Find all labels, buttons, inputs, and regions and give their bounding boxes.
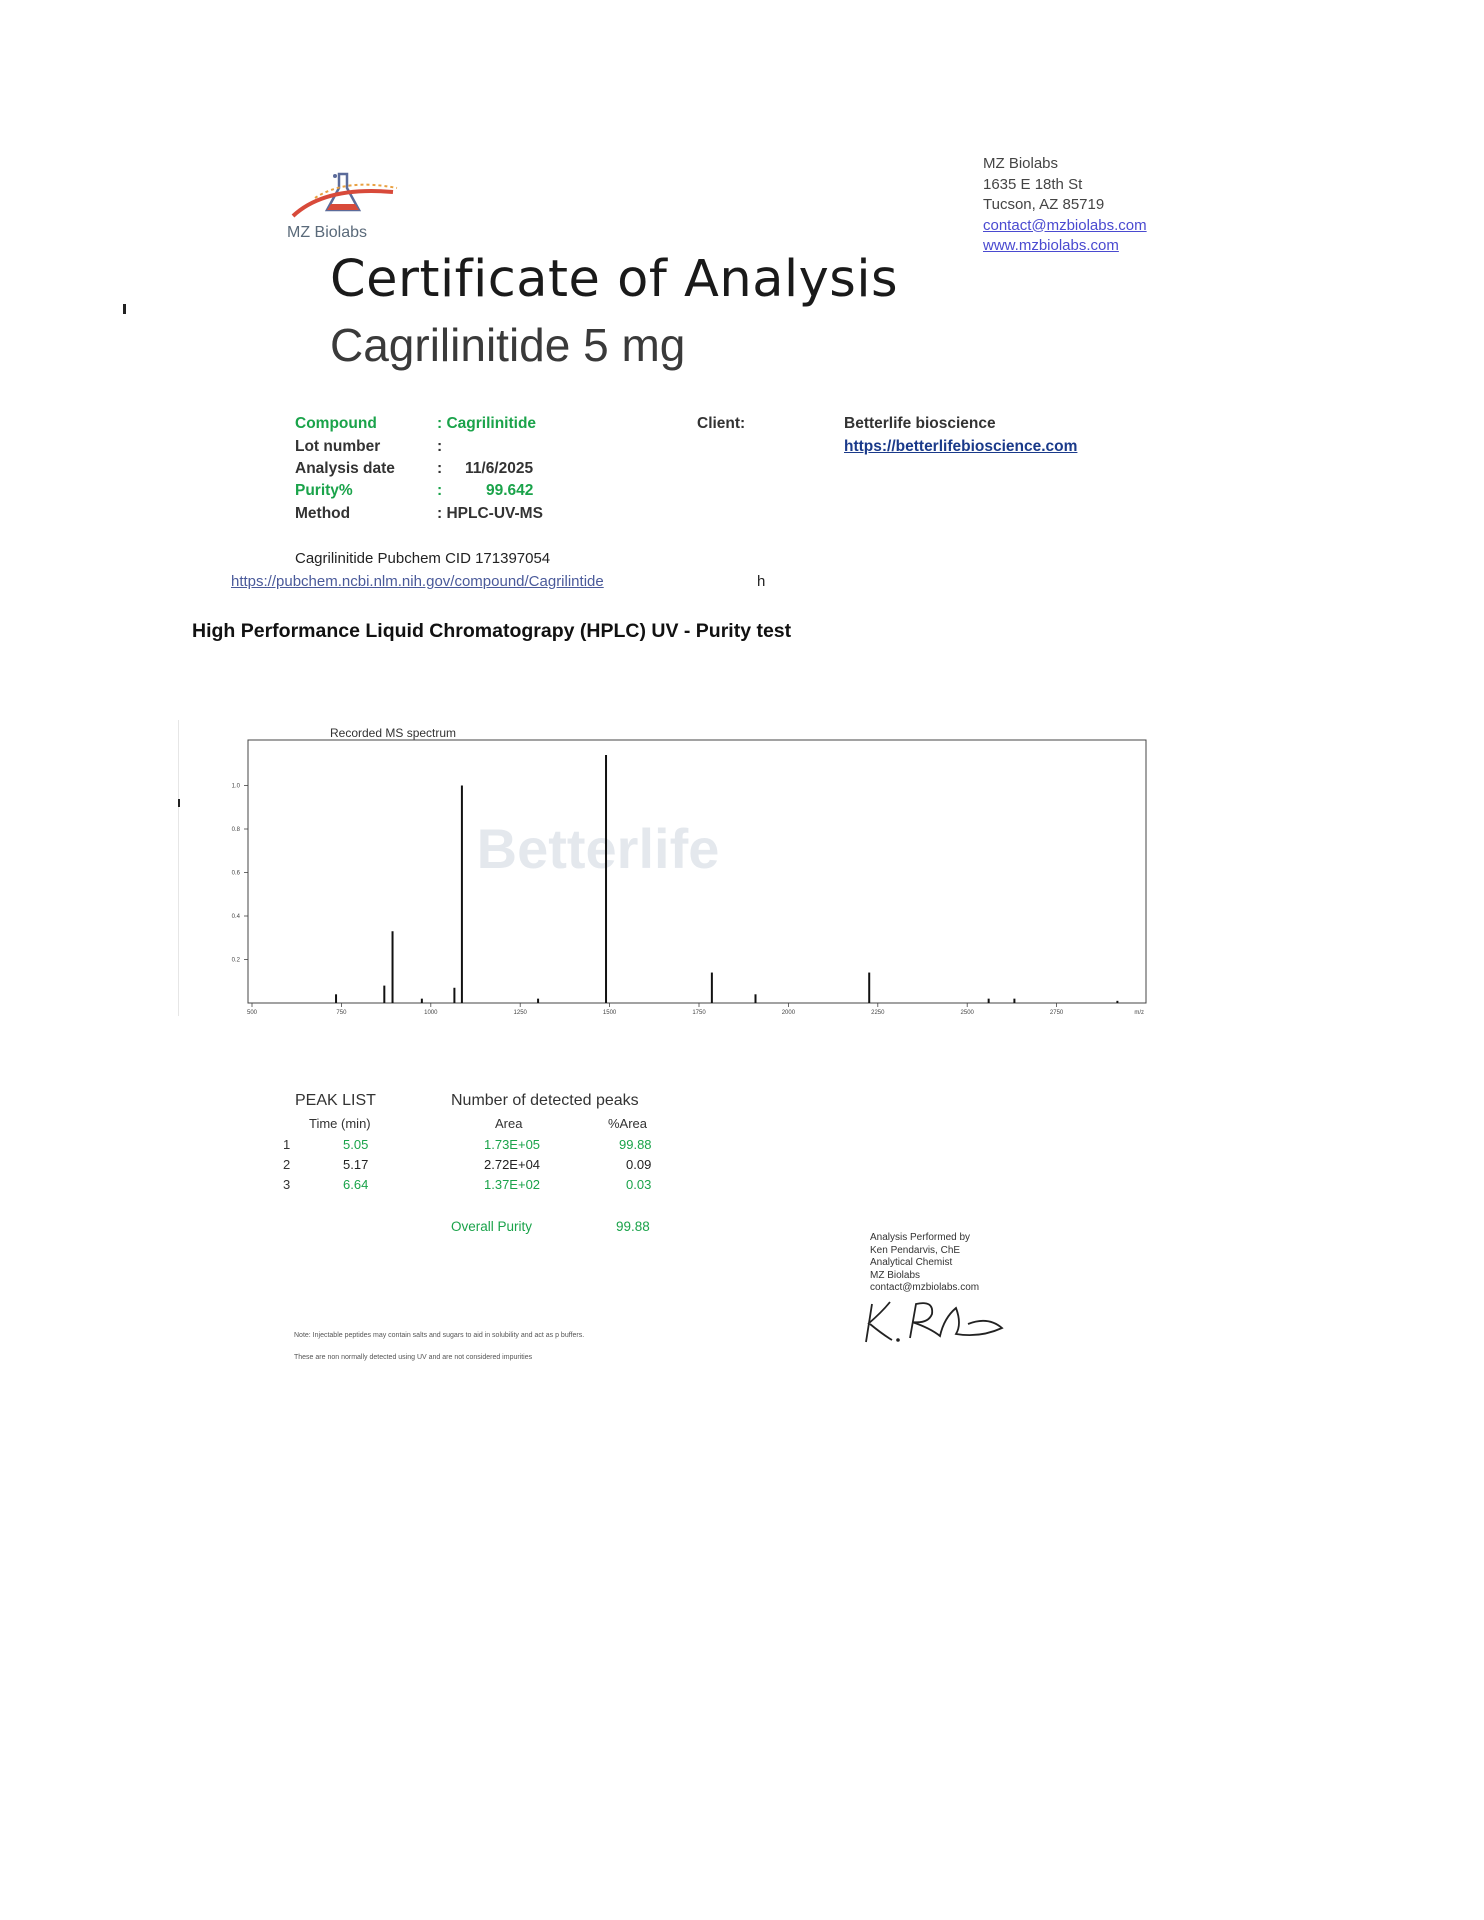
- row-pct: 0.03: [626, 1177, 652, 1192]
- row-area: 1.73E+05: [484, 1137, 541, 1152]
- compound-value: : Cagrilinitide: [437, 415, 537, 432]
- address-line: 1635 E 18th St: [983, 175, 1083, 193]
- stray-text: h: [757, 573, 766, 590]
- address-line: Tucson, AZ 85719: [983, 196, 1105, 213]
- row-number: 2: [283, 1157, 291, 1172]
- x-tick-label: 1250: [513, 1010, 527, 1016]
- signature-line: contact@mzbiolabs.com: [870, 1282, 980, 1293]
- date-colon: :: [437, 460, 443, 477]
- note-line: These are non normally detected using UV and are not considered impurities: [294, 1354, 533, 1361]
- peak-count-heading: Number of detected peaks: [451, 1092, 639, 1109]
- signature-block: [870, 1232, 979, 1295]
- client-url-link[interactable]: https://betterlifebioscience.com: [844, 438, 1078, 455]
- watermark-text: Betterlife: [476, 817, 720, 880]
- x-tick-label: 1500: [602, 1010, 617, 1016]
- x-tick-label: 1000: [424, 1010, 438, 1016]
- section-title: High Performance Liquid Chromatograpy (HPLC) UV - Purity test: [192, 620, 792, 642]
- x-tick-label: 2250: [871, 1010, 885, 1016]
- lab-email-link[interactable]: contact@mzbiolabs.com: [983, 216, 1147, 234]
- overall-purity-label: Overall Purity: [451, 1219, 533, 1234]
- y-tick-label: 0.8: [231, 827, 240, 833]
- col-area-header: Area: [495, 1116, 523, 1131]
- date-value: 11/6/2025: [465, 460, 534, 477]
- row-number: 1: [283, 1137, 291, 1152]
- x-tick-label: 1750: [692, 1010, 706, 1016]
- col-time-header: Time (min): [309, 1116, 371, 1131]
- y-tick-label: 0.6: [231, 870, 240, 877]
- client-label: Client:: [697, 415, 746, 432]
- row-pct: 0.09: [626, 1157, 652, 1172]
- mz-biolabs-logo: [285, 168, 415, 248]
- purity-label: Purity%: [295, 482, 353, 499]
- lot-value: :: [437, 438, 443, 455]
- flask-icon: [285, 168, 415, 228]
- signature-line: Ken Pendarvis, ChE: [870, 1244, 961, 1256]
- lab-address: [983, 154, 1147, 257]
- x-tick-label: 500: [246, 1010, 258, 1016]
- compound-label: Compound: [295, 415, 377, 432]
- ms-spectrum-svg: [178, 718, 1150, 1018]
- row-pct: 99.88: [619, 1137, 652, 1152]
- x-tick-label: 2000: [781, 1010, 796, 1016]
- y-tick-label: 0.2: [231, 957, 240, 964]
- client-name: Betterlife bioscience: [844, 415, 996, 432]
- signature-line: Analytical Chemist: [870, 1257, 953, 1268]
- overall-purity-value: 99.88: [616, 1219, 650, 1234]
- logo-text: MZ Biolabs: [287, 224, 368, 241]
- y-tick-label: 0.4: [231, 914, 240, 920]
- note-line: Note: Injectable peptides may contain salts and sugars to aid in solubility and act as p buffers.: [294, 1332, 585, 1339]
- row-number: 3: [283, 1177, 291, 1192]
- row-area: 1.37E+02: [484, 1177, 541, 1192]
- x-tick-label: 750: [336, 1010, 347, 1016]
- peak-list-heading: PEAK LIST: [295, 1092, 376, 1109]
- method-label: Method: [295, 505, 351, 522]
- row-time: 6.64: [343, 1177, 369, 1192]
- signature-line: Analysis Performed by: [870, 1232, 971, 1243]
- y-tick-label: 1.0: [231, 783, 240, 790]
- purity-value: 99.642: [486, 482, 534, 499]
- method-value: : HPLC-UV-MS: [437, 505, 543, 522]
- lot-label: Lot number: [295, 438, 381, 455]
- row-time: 5.17: [343, 1157, 369, 1172]
- page-title: Certificate of Analysis: [330, 250, 899, 309]
- col-pct-header: %Area: [608, 1116, 648, 1131]
- product-subtitle: Cagrilinitide 5 mg: [330, 319, 686, 371]
- x-tick-label: 2750: [1049, 1010, 1064, 1016]
- address-line: MZ Biolabs: [983, 155, 1059, 172]
- row-area: 2.72E+04: [484, 1157, 541, 1172]
- x-axis-label: m/z: [1134, 1010, 1144, 1016]
- stray-mark: [123, 304, 126, 314]
- row-time: 5.05: [343, 1137, 369, 1152]
- handwritten-signature: [860, 1294, 1010, 1359]
- lab-website-link[interactable]: www.mzbiolabs.com: [983, 237, 1119, 254]
- stray-mark: [178, 799, 180, 807]
- spectrum-title: Recorded MS spectrum: [330, 726, 457, 740]
- signature-line: MZ Biolabs: [870, 1269, 921, 1281]
- date-label: Analysis date: [295, 460, 395, 477]
- pubchem-text: Cagrilinitide Pubchem CID 171397054: [295, 550, 551, 567]
- ms-spectrum-chart: [178, 718, 1150, 1018]
- pubchem-link[interactable]: https://pubchem.ncbi.nlm.nih.gov/compound/Cagrilintide: [231, 573, 604, 590]
- purity-colon: :: [437, 482, 443, 499]
- x-tick-label: 2500: [960, 1010, 974, 1016]
